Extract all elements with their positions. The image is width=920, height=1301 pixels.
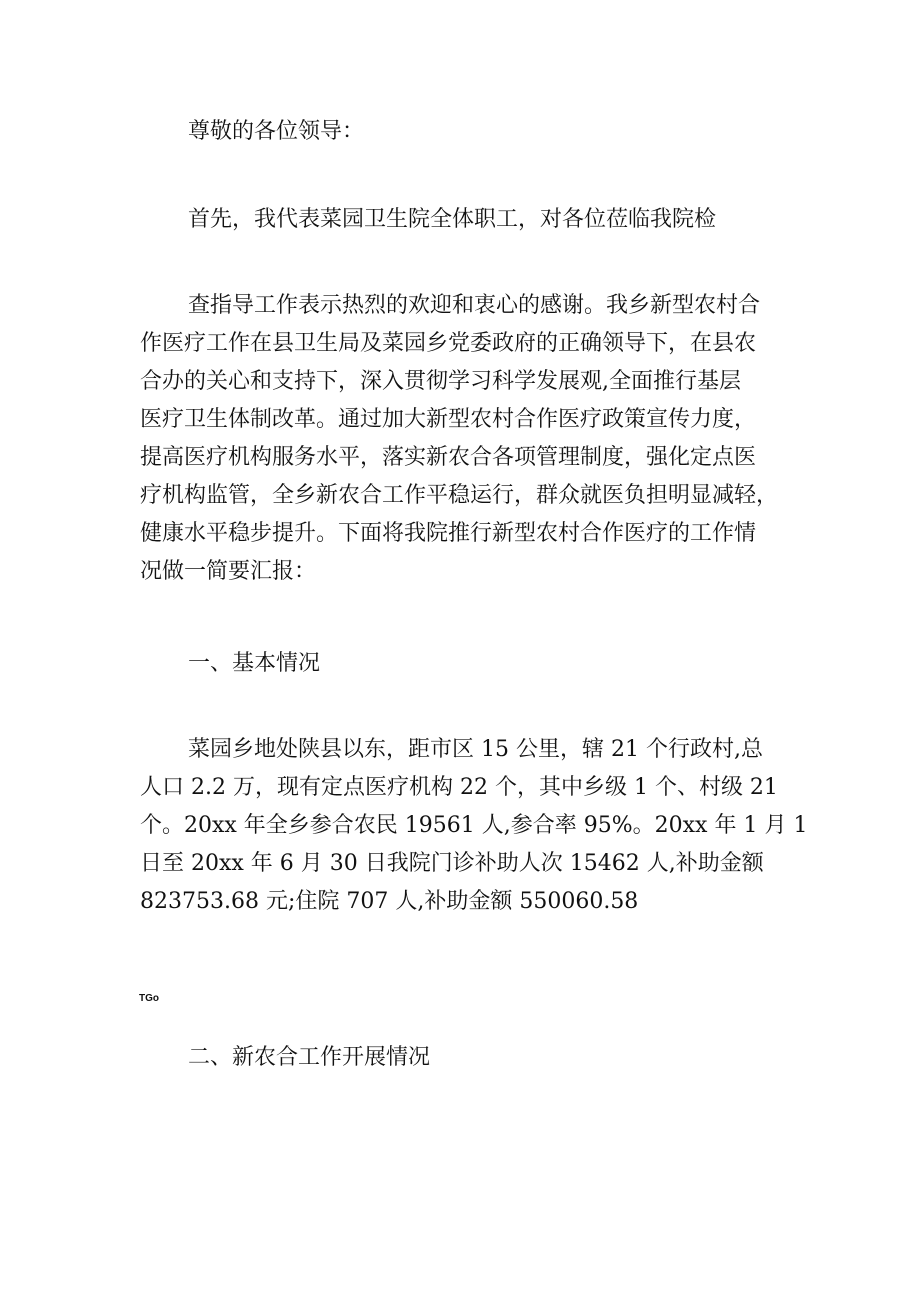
salutation: 尊敬的各位领导：: [188, 119, 365, 144]
fragment-mark: TGo: [139, 993, 159, 1004]
intro-first-line: 首先，我代表菜园卫生院全体职工，对各位莅临我院检: [188, 207, 717, 232]
paragraph-line: 医疗卫生体制改革。通过加大新型农村合作医疗政策宣传力度，: [140, 407, 757, 432]
paragraph-line: 查指导工作表示热烈的欢迎和衷心的感谢。我乡新型农村合: [188, 293, 761, 318]
paragraph-line: 作医疗工作在县卫生局及菜园乡党委政府的正确领导下，在县农: [140, 331, 757, 356]
paragraph-line: 提高医疗机构服务水平，落实新农合各项管理制度，强化定点医: [140, 445, 757, 470]
paragraph-line: 合办的关心和支持下，深入贯彻学习科学发展观,全面推行基层: [140, 369, 741, 394]
paragraph-line: 菜园乡地处陕县以东，距市区 15 公里，辖 21 个行政村,总: [188, 737, 763, 762]
paragraph-line: 日至 20xx 年 6 月 30 日我院门诊补助人次 15462 人,补助金额: [140, 851, 764, 876]
paragraph-line: 疗机构监管，全乡新农合工作平稳运行，群众就医负担明显减轻，: [140, 483, 779, 508]
paragraph-line: 况做一简要汇报：: [140, 559, 317, 584]
paragraph-line: 人口 2.2 万，现有定点医疗机构 22 个，其中乡级 1 个、村级 21: [140, 775, 778, 800]
paragraph-line: 个。20xx 年全乡参合农民 19561 人,参合率 95%。20xx 年 1 月 1: [140, 813, 808, 838]
section-one-heading: 一、基本情况: [188, 651, 321, 676]
section-two-heading: 二、新农合工作开展情况: [188, 1045, 431, 1070]
paragraph-line: 健康水平稳步提升。下面将我院推行新型农村合作医疗的工作情: [140, 521, 757, 546]
paragraph-line: 823753.68 元;住院 707 人,补助金额 550060.58: [140, 889, 639, 914]
